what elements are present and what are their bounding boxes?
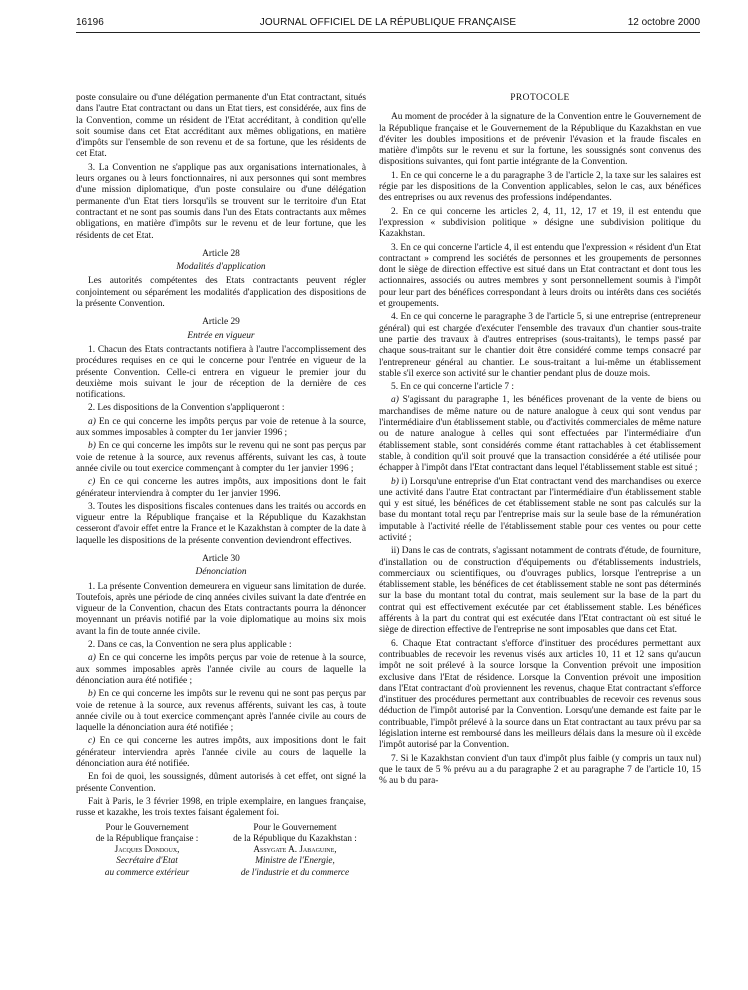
signature-block bbox=[76, 822, 366, 878]
paragraph: 3. La Convention ne s'applique pas aux organisations internationales, à leurs organes ou à leurs fonctionnaires, ni aux personnes qui sont membres d'une mission diplomatique, d'un poste consulaire ou d'une délégation permanente d'un Etat tiers lorsqu'ils se trouvent sur le territoire d'un Etat contractant et ne sont pas soumis dans l'un des Etats contractants aux mêmes obligations, en matière d'impôts sur le revenu et de leur fortune, que les résidents de cet Etat. bbox=[76, 162, 366, 241]
paragraph bbox=[76, 441, 366, 475]
paragraph: 1. En ce qui concerne le a du paragraphe 3 de l'article 2, la taxe sur les salaires est régie par les dispositions de la Convention applicables, selon le cas, aux bénéfices des entreprises ou aux revenus des professions indépendantes. bbox=[379, 170, 701, 204]
header-rule bbox=[76, 32, 700, 33]
issue-date: 12 octobre 2000 bbox=[627, 17, 700, 28]
signatory-title: de l'industrie et du commerce bbox=[240, 866, 350, 877]
paragraph: ii) Dans le cas de contrats, s'agissant notamment de contrats d'étude, de fourniture, d'installation ou de construction d'équipements ou d'établissements industriels, commerciaux ou scientifiques, ou d'ouvrages publics, lorsque l'entreprise a un établissement stable, les bénéfices de cet établissement stable ne sont pas déterminés sur la base du montant total du contrat, mais seulement sur la base de la part du contrat qui est effectivement exécutée par cet établissement stable. Les bénéfices afférents à la part du contrat qui est exécutée dans l'Etat contractant où est situé le siège de direction effective de l'entreprise ne sont imposables que dans cet Etat. bbox=[379, 546, 701, 636]
article-subtitle: Modalités d'application bbox=[176, 262, 266, 273]
paragraph: Les autorités compétentes des Etats contractants peuvent régler conjointement ou séparément les modalités d'application des dispositions de la présente Convention. bbox=[76, 276, 366, 310]
item-text: En ce qui concerne les impôts sur le revenu qui ne sont pas perçus par voie de retenue à la source, aux revenus afférents, suivant les cas, à toute année civile ou tout exercice commençant à compter du 1er janvier 1996 ; bbox=[76, 441, 366, 474]
journal-title: JOURNAL OFFICIEL DE LA RÉPUBLIQUE FRANÇAISE bbox=[259, 17, 517, 28]
item-letter: b) bbox=[88, 441, 96, 452]
article-subtitle: Dénonciation bbox=[195, 567, 247, 578]
signatory-title: Secrétaire d'Etat bbox=[116, 855, 178, 866]
page-header bbox=[76, 16, 700, 30]
paragraph bbox=[76, 417, 366, 440]
signatory-name: Assygate A. Jabaguine, bbox=[253, 844, 337, 855]
item-text: En ce qui concerne les impôts perçus par voie de retenue à la source, aux sommes imposables à compter du 1er janvier 1996 ; bbox=[76, 416, 366, 439]
paragraph bbox=[76, 653, 366, 687]
paragraph: Au moment de procéder à la signature de la Convention entre le Gouvernement de la République française et le Gouvernement de la République du Kazakhstan en vue d'éviter les doubles impositions et de prévenir l'évasion et la fraude fiscales en matière d'impôts sur le revenu et sur la fortune, les soussignés sont convenus des dispositions suivantes, qui font partie intégrante de la Convention. bbox=[379, 112, 701, 168]
signatory-kazakhstan bbox=[224, 822, 366, 878]
item-text: En ce qui concerne les autres impôts, aux impositions dont le fait générateur interviendra après l'année civile au cours de laquelle la dénonciation aura été notifiée. bbox=[76, 736, 366, 770]
paragraph: 2. En ce qui concerne les articles 2, 4, 11, 12, 17 et 19, il est entendu que l'expression « subdivision politique » désigne une subdivision politique du Kazakhstan. bbox=[379, 206, 701, 240]
signatory-line: de la République française : bbox=[95, 832, 199, 843]
paragraph bbox=[379, 477, 701, 545]
item-letter: a) bbox=[88, 653, 96, 664]
paragraph: 2. Dans ce cas, la Convention ne sera plus applicable : bbox=[88, 640, 292, 651]
paragraph: En foi de quoi, les soussignés, dûment autorisés à cet effet, ont signé la présente Convention. bbox=[76, 772, 366, 794]
left-column bbox=[76, 93, 366, 878]
signatory-title: Ministre de l'Energie, bbox=[255, 855, 335, 866]
item-text: i) Lorsqu'une entreprise d'un Etat contractant vend des marchandises ou exerce une activité dans l'autre Etat contractant par l'intermédiaire d'un établissement stable qui y est situé, les bénéfices de cet établissement stable ne sont pas calculés sur la base du montant total reçu par l'entreprise mais sur la seule base de la rémunération imputable à l'activité réelle de l'établissement stable pour ces ventes ou pour cette activité ; bbox=[379, 476, 701, 543]
page-number: 16196 bbox=[76, 17, 104, 28]
signatory-line: Pour le Gouvernement bbox=[105, 821, 189, 832]
item-letter: b) bbox=[88, 689, 96, 700]
article-heading: Article 28 bbox=[202, 248, 240, 259]
item-letter: a) bbox=[391, 395, 399, 406]
paragraph: 2. Les dispositions de la Convention s'appliqueront : bbox=[88, 403, 285, 414]
paragraph: 1. La présente Convention demeurera en vigueur sans limitation de durée. Toutefois, après une période de cinq années civiles suivant la date d'entrée en vigueur de la Convention, chacun des Etats contractants pourra la dénoncer moyennant un préavis notifié par la voie diplomatique au moins six mois avant la fin de toute année civile. bbox=[76, 581, 366, 637]
paragraph: Fait à Paris, le 3 février 1998, en triple exemplaire, en langues française, russe et kazakhe, les trois textes faisant également foi. bbox=[76, 796, 366, 819]
paragraph: 1. Chacun des Etats contractants notifiera à l'autre l'accomplissement des procédures requises en ce qui le concerne pour l'entrée en vigueur de la présente Convention. Celle-ci entrera en vigueur le premier jour du deuxième mois suivant le jour de réception de la dernière de ces notifications. bbox=[76, 344, 366, 401]
paragraph bbox=[76, 736, 366, 770]
paragraph: 3. Toutes les dispositions fiscales contenues dans les traités ou accords en vigueur entre la République française et la République du Kazakhstan cesseront d'avoir effet entre la France et le Kazakhstan à compter de la date à laquelle les dispositions de la présente convention deviendront effectives. bbox=[76, 501, 366, 546]
article-subtitle: Entrée en vigueur bbox=[187, 330, 255, 341]
signatory-line: de la République du Kazakhstan : bbox=[233, 832, 357, 843]
paragraph bbox=[76, 477, 366, 500]
item-text: En ce qui concerne les autres impôts, aux impositions dont le fait générateur interviendra à compter du 1er janvier 1996. bbox=[76, 477, 366, 499]
article-heading: Article 29 bbox=[202, 317, 240, 328]
item-letter: b) bbox=[391, 476, 399, 487]
paragraph bbox=[379, 395, 701, 474]
paragraph: poste consulaire ou d'une délégation permanente d'un Etat contractant, situés dans l'autre Etat contractant ou dans un Etat tiers, est considérée, aux fins de la Convention, comme un résident de l'Etat accréditant, à condition qu'elle soit soumise dans cet Etat accréditant aux mêmes obligations, en matière d'impôts sur l'ensemble de son revenu et de sa fortune, que les résidents de cet Etat. bbox=[76, 93, 366, 160]
protocol-title: PROTOCOLE bbox=[510, 93, 570, 103]
item-letter: a) bbox=[88, 416, 96, 427]
paragraph: 7. Si le Kazakhstan convient d'un taux d'impôt plus faible (y compris un taux nul) que le taux de 5 % prévu au a du paragraphe 2 et au paragraphe 7 de l'article 10, 15 % au b du para- bbox=[379, 753, 701, 787]
right-column bbox=[379, 93, 701, 790]
signatory-name: Jacques Dondoux, bbox=[114, 844, 180, 855]
item-text: En ce qui concerne les impôts perçus par voie de retenue à la source, aux sommes imposables après l'année civile au cours de laquelle la dénonciation aura été notifiée ; bbox=[76, 653, 366, 686]
item-text: S'agissant du paragraphe 1, les bénéfices provenant de la vente de biens ou marchandises de même nature ou de nature analogue à ceux qui sont vendus par l'intermédiaire d'un établissement stable, ou d'activités commerciales de même nature ou de nature analogue à celles qui sont effectuées par l'intermédiaire d'un établissement stable, sont considérés comme étant rattachables à cet établissement stable, à condition qu'il soit prouvé que la transaction considérée a été utilisée pour échapper à l'impôt dans l'Etat contractant dans lequel l'établissement stable est situé ; bbox=[379, 395, 701, 474]
signatory-france bbox=[76, 822, 218, 878]
paragraph: 6. Chaque Etat contractant s'efforce d'instituer des procédures permettant aux contribuables de recevoir les revenus visés aux articles 10, 11 et 12 sans qu'aucun impôt ne soit prélevé à la source lorsque la Convention prévoit une imposition exclusive dans l'Etat de résidence. Lorsque la Convention prévoit une imposition dans l'Etat contractant d'où proviennent les revenus, chaque Etat contractant s'efforce d'instituer des procédures permettant aux contribuables de recevoir ces revenus sous déduction de l'impôt autorisé par la Convention. Lorsqu'une demande est faite par le contribuable, l'impôt prélevé à la source dans un Etat contractant au taux prévu par sa législation interne est remboursé dans les meilleurs délais dans la mesure où il excède l'impôt autorisé par la Convention. bbox=[379, 638, 701, 751]
item-letter: c) bbox=[88, 736, 96, 747]
signatory-line: Pour le Gouvernement bbox=[253, 821, 337, 832]
article-heading: Article 30 bbox=[202, 553, 240, 564]
paragraph bbox=[76, 689, 366, 734]
item-text: En ce qui concerne les impôts sur le revenu qui ne sont pas perçus par voie de retenue à la source, aux revenus afférents, suivant les cas, à toute année civile ou à tout exercice commençant après l'année civile au cours de laquelle la dénonciation aura été notifiée ; bbox=[76, 689, 366, 734]
signatory-title: au commerce extérieur bbox=[104, 866, 190, 877]
item-letter: c) bbox=[88, 477, 96, 488]
paragraph: 3. En ce qui concerne l'article 4, il est entendu que l'expression « résident d'un Etat contractant » comprend les sociétés de personnes et les groupements de personnes dont le siège de direction effective est situé dans un Etat contractant et dont tous les actionnaires, associés ou autres membres y sont personnellement soumis à l'impôt pour leur part des bénéfices correspondant à leurs droits ou intérêts dans ces sociétés et groupements. bbox=[379, 242, 701, 310]
paragraph: 4. En ce qui concerne le paragraphe 3 de l'article 5, si une entreprise (entrepreneur général) qui est chargée d'exécuter l'ensemble des travaux d'un chantier sous-traite une partie des travaux à d'autres entreprises (sous-traitants), le temps passé par chaque sous-traitant sur le chantier doit être considéré comme temps consacré par l'entrepreneur général au chantier. Le sous-traitant a lui-même un établissement stable s'il exerce son activité sur le chantier pendant plus de douze mois. bbox=[379, 312, 701, 379]
paragraph: 5. En ce qui concerne l'article 7 : bbox=[391, 382, 514, 393]
